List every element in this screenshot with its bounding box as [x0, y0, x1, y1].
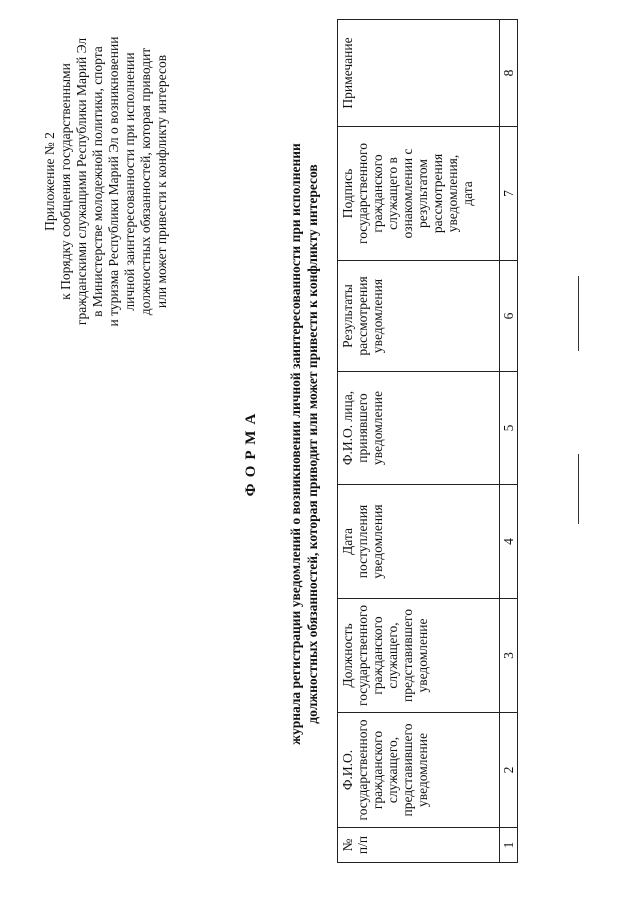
appendix-line: должностных обязанностей, которая приводит [138, 47, 153, 316]
header-cell-number: № п/п [338, 828, 500, 863]
column-number-cell: 5 [500, 372, 518, 485]
header-cell-signature-date: Подпись государственного гражданского служащего в ознакомлении с результатом рассмотрения уведомления, дата [338, 127, 500, 261]
column-number-cell: 7 [500, 127, 518, 261]
header-cell-receipt-date: Дата поступления уведомления [338, 485, 500, 599]
appendix-line: личной заинтересованности при исполнении [122, 52, 137, 311]
header-cell-employee-name: Ф.И.О. государственного гражданского служащего, представившего уведомление [338, 713, 500, 828]
column-number-cell: 6 [500, 261, 518, 372]
table-header-row [338, 20, 500, 863]
header-cell-note: Примечание [338, 20, 500, 127]
form-title: ФОРМА [243, 407, 259, 497]
appendix-line: в Министерстве молодежной политики, спорта [90, 46, 105, 317]
column-number-cell: 2 [500, 713, 518, 828]
divider-line [578, 454, 579, 524]
header-cell-employee-position: Должность государственного гражданского служащего, представившего уведомление [338, 599, 500, 713]
journal-title [287, 44, 321, 844]
appendix-line: и туризма Республики Марий Эл о возникновении [106, 36, 121, 327]
column-number-cell: 8 [500, 20, 518, 127]
appendix-line: Приложение № 2 [42, 132, 57, 231]
appendix-line: гражданскими служащими Республики Марий Эл [74, 37, 89, 326]
column-number-cell: 3 [500, 599, 518, 713]
column-number-cell: 1 [500, 828, 518, 863]
journal-title-line: должностных обязанностей, которая приводит или может привести к конфликту интересов [305, 164, 320, 724]
header-cell-review-results: Результаты рассмотрения уведомления [338, 261, 500, 372]
appendix-line: или может привести к конфликту интересов [154, 54, 169, 309]
header-cell-receiver-name: Ф.И.О. лица, принявшего уведомление [338, 372, 500, 485]
appendix-header [42, 14, 170, 349]
journal-title-line: журнала регистрации уведомлений о возникновении личной заинтересованности при исполнении [288, 143, 303, 745]
appendix-line: к Порядку сообщения государственными [58, 63, 73, 300]
column-number-cell: 4 [500, 485, 518, 599]
table-column-number-row [500, 20, 518, 863]
divider-line [578, 276, 579, 351]
registration-journal-table [337, 20, 518, 863]
